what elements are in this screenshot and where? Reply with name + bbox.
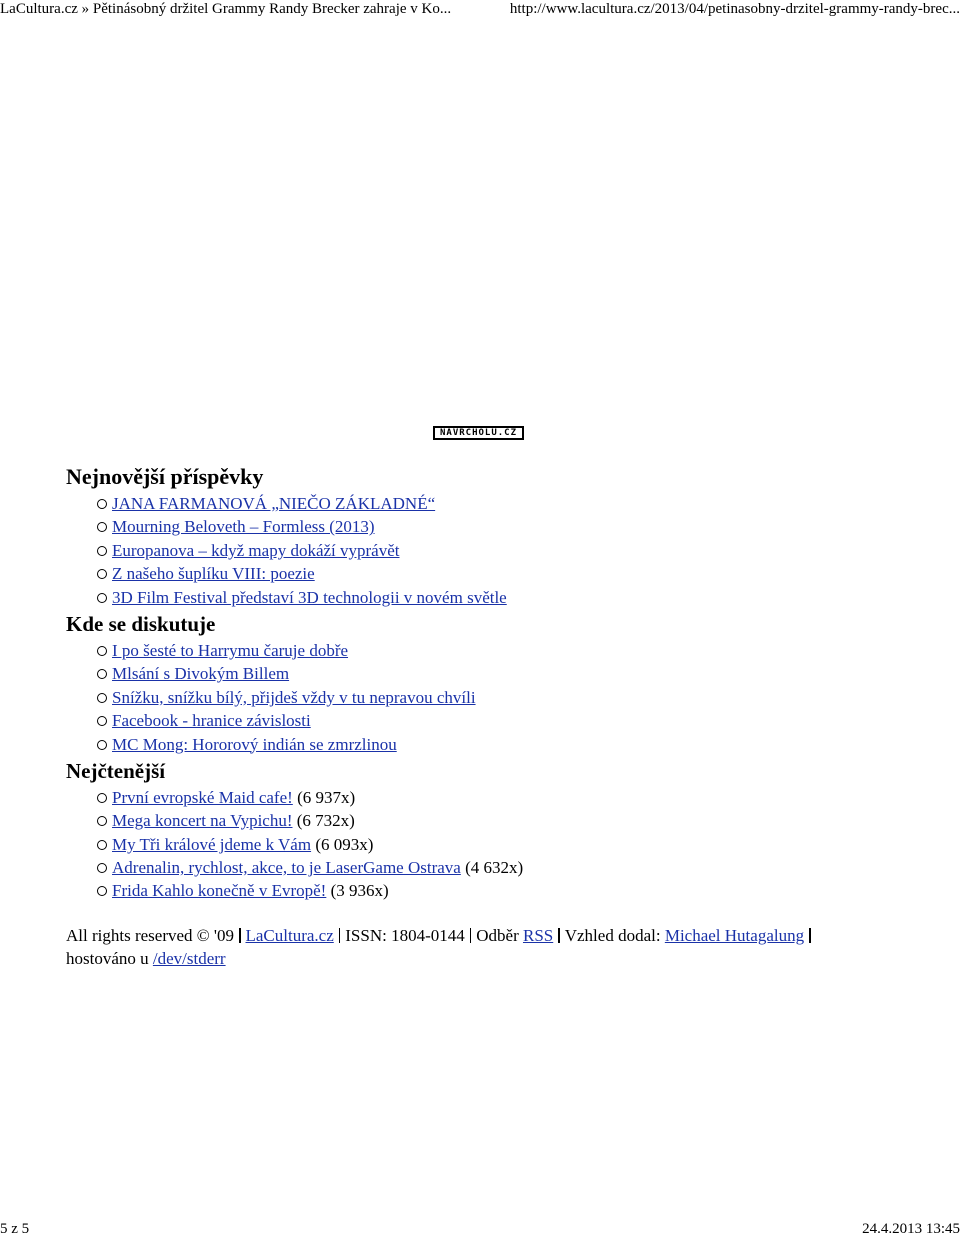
list-item	[112, 879, 926, 902]
separator	[558, 928, 560, 943]
navrcholu-badge[interactable]: NAVRCHOLU.CZ	[433, 426, 524, 440]
list-item	[112, 709, 926, 732]
list-item	[112, 639, 926, 662]
sidebar-content	[66, 462, 926, 971]
list-item	[112, 733, 926, 756]
read-count: (6 937x)	[297, 787, 356, 807]
copyright-text: All rights reserved © '09	[66, 925, 234, 945]
post-link[interactable]: 3D Film Festival představí 3D technologii v novém světle	[112, 587, 507, 607]
designer-link[interactable]: Michael Hutagalung	[664, 925, 805, 945]
host-link[interactable]: /dev/stderr	[152, 949, 226, 969]
discussed-list	[66, 639, 926, 756]
rss-link[interactable]: RSS	[522, 925, 554, 945]
read-count: (6 732x)	[296, 811, 355, 831]
page-number: 5 z 5	[0, 1221, 30, 1237]
list-item	[112, 515, 926, 538]
list-item	[112, 492, 926, 515]
post-link[interactable]: Snížku, snížku bílý, přijdeš vždy v tu nepravou chvíli	[112, 687, 476, 707]
read-count: (3 936x)	[330, 881, 389, 901]
post-link[interactable]: Mourning Beloveth – Formless (2013)	[112, 517, 375, 537]
post-link[interactable]: Mlsání s Divokým Billem	[112, 664, 290, 684]
design-label: Vzhled dodal:	[564, 925, 661, 945]
print-footer	[0, 1220, 960, 1238]
post-link[interactable]: Facebook - hranice závislosti	[112, 711, 311, 731]
list-item	[112, 562, 926, 585]
list-item	[112, 586, 926, 609]
post-link[interactable]: MC Mong: Hororový indián se zmrzlinou	[112, 734, 397, 754]
issn-text: ISSN: 1804-0144	[345, 925, 465, 945]
post-link[interactable]: Z našeho šuplíku VIII: poezie	[112, 564, 315, 584]
list-item	[112, 539, 926, 562]
discussed-heading: Kde se diskutuje	[66, 611, 216, 636]
newest-posts-heading: Nejnovější příspěvky	[66, 464, 264, 489]
list-item	[112, 662, 926, 685]
hosted-label: hostováno u	[66, 949, 149, 969]
post-link[interactable]: První evropské Maid cafe!	[112, 787, 293, 807]
separator	[809, 928, 811, 943]
print-datetime: 24.4.2013 13:45	[862, 1221, 960, 1237]
list-item	[112, 833, 926, 856]
list-item	[112, 786, 926, 809]
list-item	[112, 856, 926, 879]
separator	[239, 928, 241, 943]
read-count: (4 632x)	[465, 858, 524, 878]
print-header	[0, 0, 960, 18]
most-read-heading: Nejčtenější	[66, 758, 166, 783]
post-link[interactable]: I po šesté to Harrymu čaruje dobře	[112, 640, 349, 660]
most-read-list	[66, 786, 926, 903]
site-link[interactable]: LaCultura.cz	[245, 925, 334, 945]
newest-posts-list	[66, 492, 926, 609]
post-link[interactable]: Mega koncert na Vypichu!	[112, 811, 293, 831]
read-count: (6 093x)	[315, 834, 374, 854]
post-link[interactable]: JANA FARMANOVÁ „NIEČO ZÁKLADNÉ“	[112, 494, 436, 513]
separator	[470, 928, 472, 943]
separator	[339, 928, 341, 943]
post-link[interactable]: Adrenalin, rychlost, akce, to je LaserGame Ostrava	[112, 858, 461, 878]
site-footer	[66, 924, 906, 971]
print-page-title: LaCultura.cz » Pětinásobný držitel Grammy Randy Brecker zahraje v Ko...	[0, 1, 452, 17]
post-link[interactable]: Europanova – když mapy dokáží vyprávět	[112, 540, 400, 560]
list-item	[112, 686, 926, 709]
post-link[interactable]: Frida Kahlo konečně v Evropě!	[112, 881, 327, 901]
print-page-url: http://www.lacultura.cz/2013/04/petinasobny-drzitel-grammy-randy-brec...	[509, 1, 960, 17]
list-item	[112, 809, 926, 832]
subscribe-label: Odběr	[476, 925, 519, 945]
post-link[interactable]: My Tři králové jdeme k Vám	[112, 834, 312, 854]
